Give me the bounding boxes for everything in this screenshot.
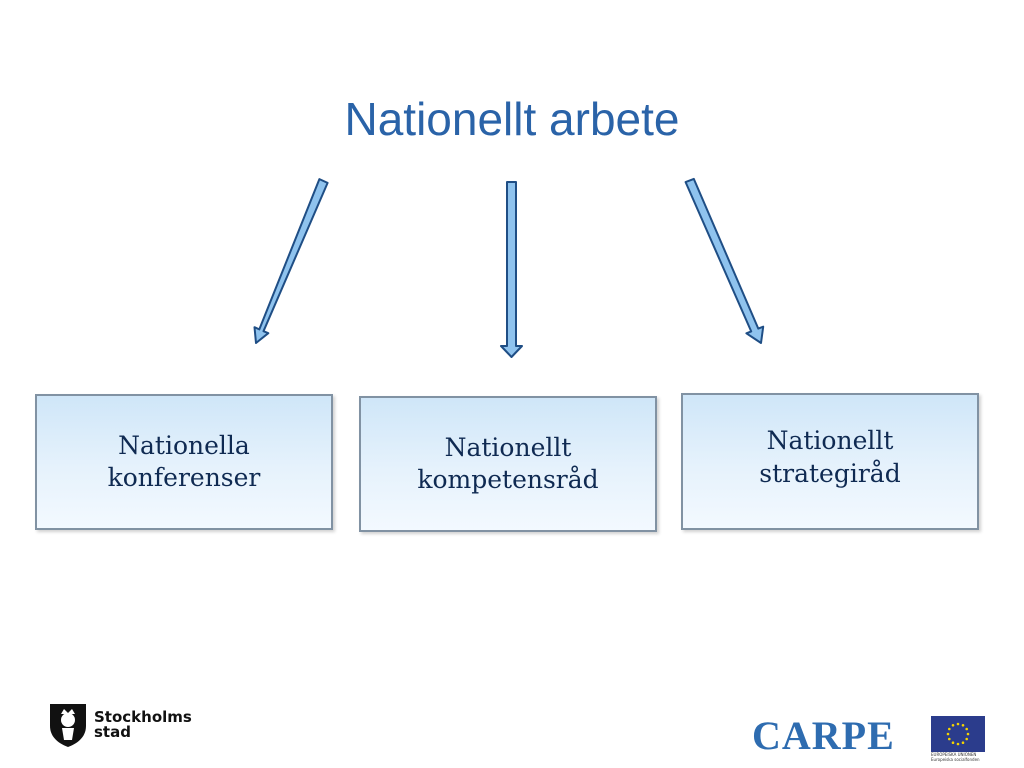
slide-title: Nationellt arbete bbox=[344, 93, 680, 145]
eu-caption: EUROPEISKA UNIONEN Europeiska socialfonden bbox=[931, 752, 980, 762]
box-label: Nationella konferenser bbox=[107, 430, 261, 492]
box-nationella-konferenser bbox=[35, 394, 333, 530]
box-nationellt-strategirad bbox=[681, 393, 979, 530]
arrow-right bbox=[686, 179, 764, 343]
box-nationellt-kompetensrad bbox=[359, 396, 657, 532]
carpe-logo: CARPE bbox=[752, 713, 895, 758]
stockholm-crest-icon bbox=[48, 702, 88, 748]
arrow-center bbox=[501, 182, 522, 357]
arrow-left bbox=[255, 179, 328, 343]
eu-flag-icon bbox=[931, 716, 985, 752]
box-label: Nationellt strategiråd bbox=[759, 426, 901, 488]
stockholm-logo-text: Stockholms stad bbox=[94, 708, 192, 741]
stockholm-logo bbox=[48, 702, 192, 748]
box-label: Nationellt kompetensråd bbox=[417, 432, 599, 494]
arrows-group bbox=[0, 0, 1024, 380]
